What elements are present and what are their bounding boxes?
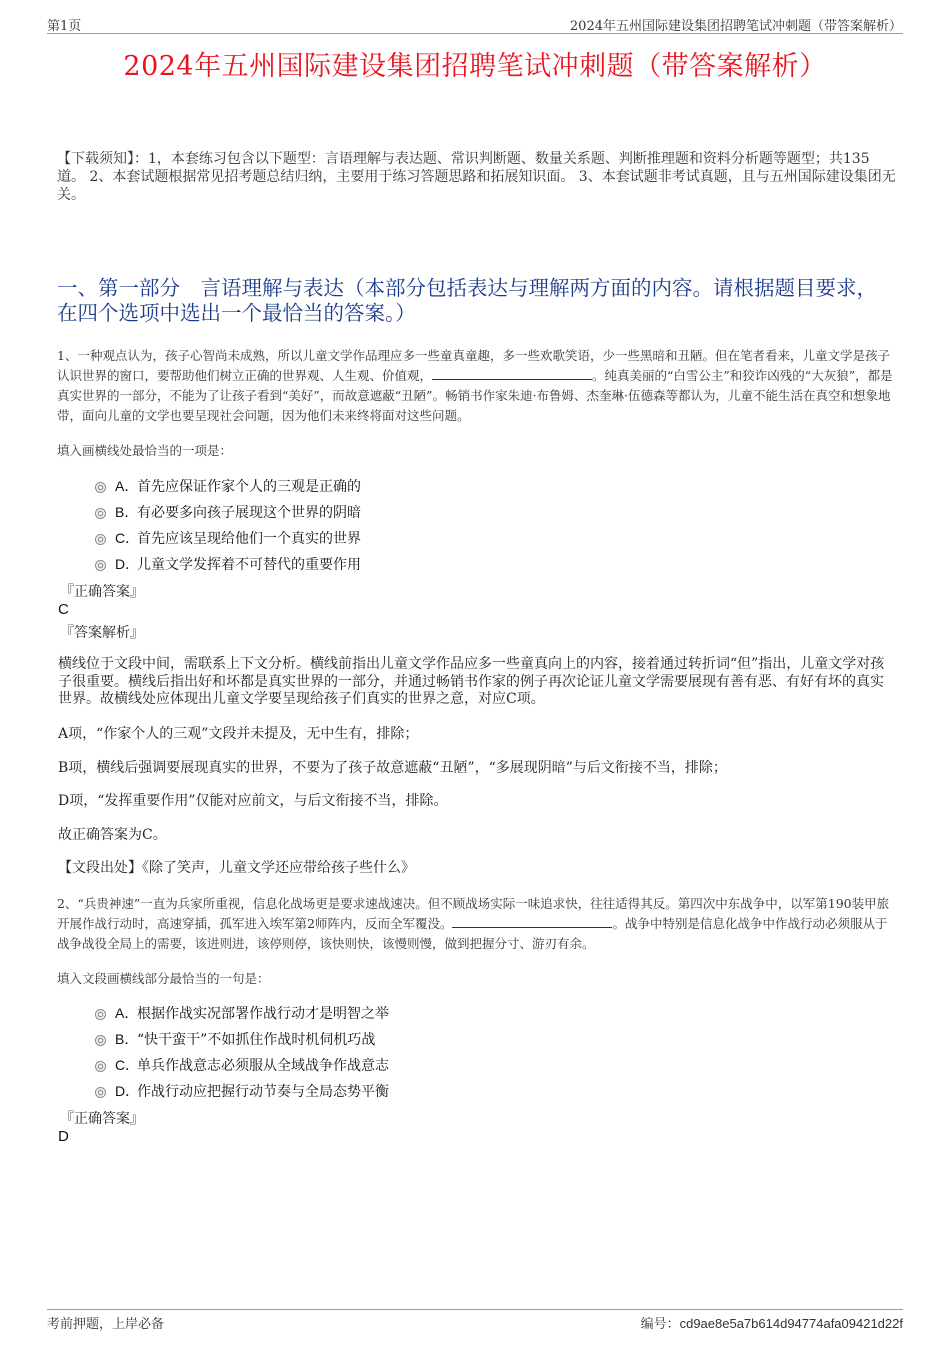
option-text: 首先应该呈现给他们一个真实的世界 [137, 531, 361, 547]
header-doc-title: 2024年五州国际建设集团招聘笔试冲刺题（带答案解析） [569, 19, 902, 34]
radio-icon[interactable] [95, 534, 106, 545]
document-code-label: 编号： [640, 1317, 680, 1332]
analysis-paragraph: A项，“作家个人的三观”文段并未提及，无中生有，排除； [58, 726, 419, 742]
question-1-answer: C [58, 601, 69, 618]
question-2-option-a[interactable] [95, 1003, 389, 1023]
option-text: 儿童文学发挥着不可替代的重要作用 [137, 557, 361, 573]
option-letter: B． [115, 504, 139, 520]
download-notice: 【下载须知】：1，本套练习包含以下题型：言语理解与表达题、常识判断题、数量关系题、判断推理题和资料分析题等题型；共135道。 2、本套试题根据常见招考题总结归纳，主要用于练习答题思路和拓展知识面。 3、本套试题非考试真题，且与五州国际建设集团无关。 [57, 151, 896, 203]
option-letter: B． [115, 1031, 139, 1047]
radio-icon[interactable] [95, 1087, 106, 1098]
radio-icon[interactable] [95, 1061, 106, 1072]
analysis-paragraph: D项，“发挥重要作用”仅能对应前文，与后文衔接不当，排除。 [58, 793, 448, 809]
question-1-option-a[interactable] [95, 476, 361, 496]
analysis-paragraph: 故正确答案为C。 [58, 827, 167, 843]
question-1-prompt: 填入画横线处最恰当的一项是： [57, 443, 233, 458]
footer-divider [47, 1309, 903, 1310]
page-number: 第1页 [47, 19, 82, 34]
question-2-text-part2: 。战争中特别是信息化战争中作战行动必须服从于战争战役全局上的需要，该进则进，该停则停，该快则快，该慢则慢，做到把握分寸、游刃有余。 [57, 916, 888, 951]
option-text: 作战行动应把握行动节奏与全局态势平衡 [137, 1084, 389, 1100]
radio-icon[interactable] [95, 1009, 106, 1020]
question-2-option-c[interactable] [95, 1055, 389, 1075]
radio-icon[interactable] [95, 1035, 106, 1046]
radio-icon[interactable] [95, 560, 106, 571]
question-2-text-part1: 2、“兵贵神速”一直为兵家所重视，信息化战场更是要求速战速决。但不顾战场实际一味追求快，往往适得其反。第四次中东战争中，以军第190装甲旅开展作战行动时，高速穿插，孤军进入埃军第2师阵内，反而全军覆没。 [57, 896, 890, 931]
question-2-answer: D [58, 1128, 69, 1145]
analysis-paragraph: B项，横线后强调要展现真实的世界，不要为了孩子故意遮蔽“丑陋”，“多展现阴暗”与后文衔接不当，排除； [58, 760, 727, 776]
option-text: 根据作战实况部署作战行动才是明智之举 [137, 1006, 389, 1022]
option-letter: D． [115, 1083, 140, 1099]
question-2-option-d[interactable] [95, 1081, 389, 1101]
question-1-text-part2: 。纯真美丽的“白雪公主”和狡诈凶残的“大灰狼”，都是真实世界的一部分，不能为了让孩子看到“美好”，而故意遮蔽“丑陋”。畅销书作家朱迪·布鲁姆、杰奎琳·伍德森等都认为，儿童不能生活在真空和想象地带，面向儿童的文学也要呈现社会问题，因为他们未来终将面对这些问题。 [57, 368, 893, 423]
document-code [641, 1313, 903, 1332]
question-1-option-b[interactable] [95, 502, 361, 522]
question-1-blank [432, 368, 592, 380]
question-2-blank [452, 916, 612, 928]
radio-icon[interactable] [95, 508, 106, 519]
option-text: 有必要多向孩子展现这个世界的阴暗 [137, 505, 361, 521]
analysis-paragraph: 横线位于文段中间，需联系上下文分析。横线前指出儿童文学作品应多一些童真向上的内容，接着通过转折词“但”指出，儿童文学对孩子很重要。横线后指出好和坏都是真实世界的一部分，并通过畅销书作家的例子再次论证儿童文学需要展现有善有恶、有好有坏的真实世界。故横线处应体现出儿童文学要呈现给孩子们真实的世界之意，对应C项。 [58, 656, 885, 707]
option-text: 首先应保证作家个人的三观是正确的 [137, 479, 361, 495]
question-2-text [57, 894, 897, 954]
document-code-value: cd9ae8e5a7b614d94774afa09421d22f [679, 1316, 903, 1331]
option-letter: C． [115, 530, 140, 546]
option-text: 单兵作战意志必须服从全域战争作战意志 [137, 1058, 389, 1074]
radio-icon[interactable] [95, 482, 106, 493]
page-title: 2024年五州国际建设集团招聘笔试冲刺题（带答案解析） [123, 51, 827, 82]
header-divider [47, 33, 903, 34]
question-2-option-b[interactable] [95, 1029, 375, 1049]
question-1-text [57, 346, 897, 426]
option-letter: A． [115, 478, 139, 494]
question-1-analysis-label: 『答案解析』 [60, 625, 144, 641]
question-1-option-d[interactable] [95, 554, 361, 574]
option-text: “快干蛮干”不如抓住作战时机伺机巧战 [137, 1032, 376, 1048]
source-citation: 【文段出处】《除了笑声，儿童文学还应带给孩子些什么》 [58, 860, 415, 876]
question-2-prompt: 填入文段画横线部分最恰当的一句是： [57, 971, 270, 986]
footer-slogan: 考前押题，上岸必备 [47, 1317, 165, 1332]
option-letter: D． [115, 556, 140, 572]
question-1-option-c[interactable] [95, 528, 361, 548]
question-1-text-part1: 1、一种观点认为，孩子心智尚未成熟，所以儿童文学作品理应多一些童真童趣，多一些欢歌笑语，少一些黑暗和丑陋。但在笔者看来，儿童文学是孩子认识世界的窗口，要帮助他们树立正确的世界观、人生观、价值观， [57, 348, 890, 383]
section-heading: 一、第一部分 言语理解与表达（本部分包括表达与理解两方面的内容。请根据题目要求，在四个选项中选出一个最恰当的答案。） [57, 276, 877, 325]
question-1-answer-label: 『正确答案』 [60, 584, 144, 600]
question-2-answer-label: 『正确答案』 [60, 1111, 144, 1127]
option-letter: A． [115, 1005, 139, 1021]
option-letter: C． [115, 1057, 140, 1073]
